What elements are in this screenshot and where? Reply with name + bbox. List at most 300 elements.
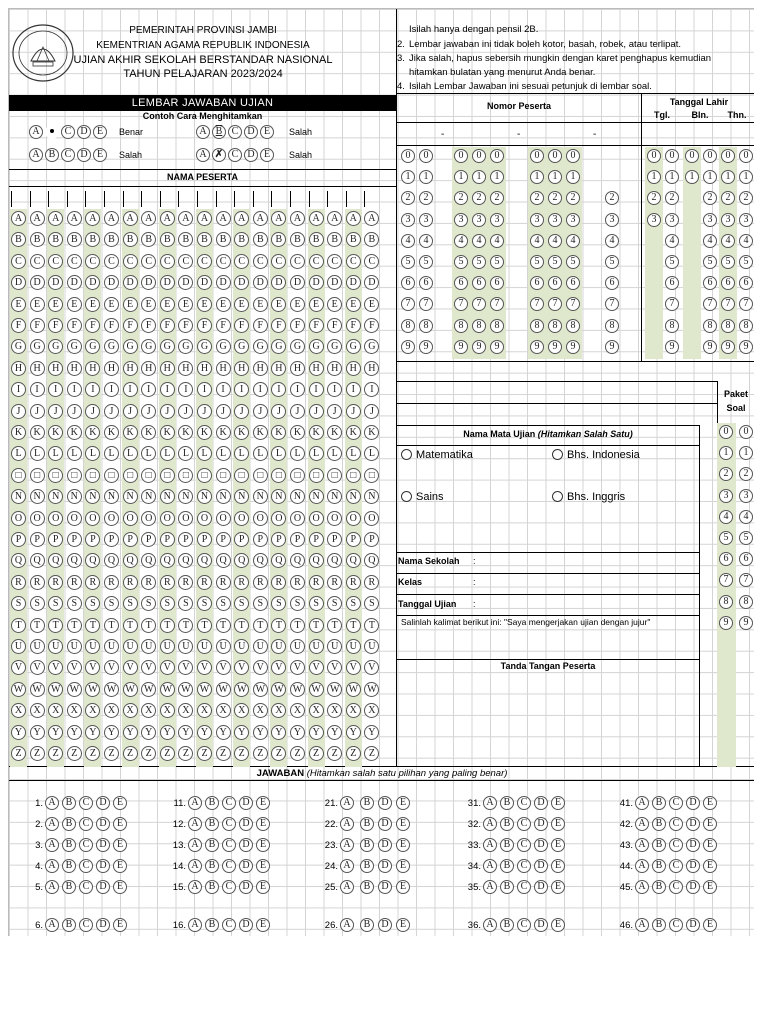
answer-32-A[interactable]: A (483, 817, 497, 831)
answer-13-A[interactable]: A (188, 838, 202, 852)
answer-4-C[interactable]: C (79, 859, 93, 873)
answer-45-D[interactable]: D (686, 880, 700, 894)
nomor-bubble-c8-0[interactable]: 0 (566, 149, 580, 163)
name-bubble-c18-T[interactable]: T (327, 618, 342, 633)
name-bubble-c5-J[interactable]: J (85, 404, 100, 419)
example-salah1-bubble-D[interactable]: D (77, 148, 91, 162)
tgl-bubble-c2-6[interactable]: 6 (665, 276, 679, 290)
name-bubble-c5-V[interactable]: V (85, 660, 100, 675)
name-bubble-c15-H[interactable]: H (271, 361, 286, 376)
name-bubble-c20-D[interactable]: D (364, 275, 379, 290)
tgl-bubble-c4-9[interactable]: 9 (703, 340, 717, 354)
name-bubble-c9-L[interactable]: L (160, 446, 175, 461)
answer-43-D[interactable]: D (686, 838, 700, 852)
name-bubble-c11-Z[interactable]: Z (197, 746, 212, 761)
paket-bubble-b-7[interactable]: 7 (739, 573, 753, 587)
name-bubble-c6-A[interactable]: A (104, 211, 119, 226)
answer-42-C[interactable]: C (669, 817, 683, 831)
name-bubble-c16-V[interactable]: V (290, 660, 305, 675)
paket-bubble-b-6[interactable]: 6 (739, 552, 753, 566)
paket-bubble-a-5[interactable]: 5 (719, 531, 733, 545)
name-bubble-c8-Z[interactable]: Z (141, 746, 156, 761)
name-bubble-c15-N[interactable]: N (271, 489, 286, 504)
subject-radio-matematika[interactable] (401, 449, 412, 460)
name-bubble-c12-N[interactable]: N (216, 489, 231, 504)
nomor-bubble-c3-1[interactable]: 1 (454, 170, 468, 184)
name-bubble-c16-J[interactable]: J (290, 404, 305, 419)
answer-12-B[interactable]: B (205, 817, 219, 831)
name-bubble-c14-Y[interactable]: Y (253, 725, 268, 740)
name-bubble-c2-F[interactable]: F (30, 318, 45, 333)
name-bubble-c6-F[interactable]: F (104, 318, 119, 333)
paket-bubble-b-8[interactable]: 8 (739, 595, 753, 609)
name-bubble-c15-L[interactable]: L (271, 446, 286, 461)
tgl-bubble-c4-4[interactable]: 4 (703, 234, 717, 248)
tgl-bubble-c5-1[interactable]: 1 (721, 170, 735, 184)
name-bubble-c20-R[interactable]: R (364, 575, 379, 590)
nomor-bubble-c7-7[interactable]: 7 (548, 297, 562, 311)
name-bubble-c20-N[interactable]: N (364, 489, 379, 504)
name-bubble-c10-H[interactable]: H (178, 361, 193, 376)
name-bubble-c1-C[interactable]: C (11, 254, 26, 269)
name-bubble-c2-G[interactable]: G (30, 339, 45, 354)
answer-3-A[interactable]: A (45, 838, 59, 852)
nomor-bubble-c2-6[interactable]: 6 (419, 276, 433, 290)
name-bubble-c16-R[interactable]: R (290, 575, 305, 590)
nomor-bubble-c7-1[interactable]: 1 (548, 170, 562, 184)
tgl-bubble-c2-1[interactable]: 1 (665, 170, 679, 184)
name-bubble-c2-V[interactable]: V (30, 660, 45, 675)
name-bubble-c18-C[interactable]: C (327, 254, 342, 269)
name-bubble-c18-K[interactable]: K (327, 425, 342, 440)
answer-16-E[interactable]: E (256, 918, 270, 932)
answer-13-C[interactable]: C (222, 838, 236, 852)
name-bubble-c7-G[interactable]: G (123, 339, 138, 354)
name-bubble-c10-Q[interactable]: Q (178, 553, 193, 568)
name-bubble-c4-□[interactable]: □ (67, 468, 82, 483)
answer-6-C[interactable]: C (79, 918, 93, 932)
paket-bubble-b-3[interactable]: 3 (739, 489, 753, 503)
answer-36-E[interactable]: E (551, 918, 565, 932)
name-bubble-c7-W[interactable]: W (123, 682, 138, 697)
name-bubble-c19-O[interactable]: O (346, 511, 361, 526)
name-bubble-c2-T[interactable]: T (30, 618, 45, 633)
nomor-bubble-c1-4[interactable]: 4 (401, 234, 415, 248)
name-bubble-c13-H[interactable]: H (234, 361, 249, 376)
name-bubble-c18-A[interactable]: A (327, 211, 342, 226)
tgl-bubble-c3-0[interactable]: 0 (685, 149, 699, 163)
nomor-bubble-c9-2[interactable]: 2 (605, 191, 619, 205)
name-bubble-c3-Z[interactable]: Z (48, 746, 63, 761)
name-bubble-c8-I[interactable]: I (141, 382, 156, 397)
name-bubble-c1-F[interactable]: F (11, 318, 26, 333)
name-bubble-c13-□[interactable]: □ (234, 468, 249, 483)
name-bubble-c11-F[interactable]: F (197, 318, 212, 333)
nomor-bubble-c2-8[interactable]: 8 (419, 319, 433, 333)
tgl-bubble-c2-9[interactable]: 9 (665, 340, 679, 354)
nomor-bubble-c8-6[interactable]: 6 (566, 276, 580, 290)
name-bubble-c19-N[interactable]: N (346, 489, 361, 504)
name-bubble-c3-G[interactable]: G (48, 339, 63, 354)
answer-41-D[interactable]: D (686, 796, 700, 810)
name-bubble-c20-Z[interactable]: Z (364, 746, 379, 761)
name-bubble-c1-Q[interactable]: Q (11, 553, 26, 568)
answer-42-D[interactable]: D (686, 817, 700, 831)
name-bubble-c17-Q[interactable]: Q (309, 553, 324, 568)
answer-46-C[interactable]: C (669, 918, 683, 932)
nomor-bubble-c3-0[interactable]: 0 (454, 149, 468, 163)
name-bubble-c4-Q[interactable]: Q (67, 553, 82, 568)
name-bubble-c9-Y[interactable]: Y (160, 725, 175, 740)
name-bubble-c4-E[interactable]: E (67, 297, 82, 312)
nomor-bubble-c1-0[interactable]: 0 (401, 149, 415, 163)
nomor-bubble-c7-6[interactable]: 6 (548, 276, 562, 290)
name-bubble-c7-S[interactable]: S (123, 596, 138, 611)
name-bubble-c1-L[interactable]: L (11, 446, 26, 461)
answer-13-E[interactable]: E (256, 838, 270, 852)
name-bubble-c14-I[interactable]: I (253, 382, 268, 397)
name-bubble-c14-D[interactable]: D (253, 275, 268, 290)
answer-26-A[interactable]: A (340, 918, 354, 932)
answer-1-B[interactable]: B (62, 796, 76, 810)
name-bubble-c13-K[interactable]: K (234, 425, 249, 440)
name-bubble-c19-D[interactable]: D (346, 275, 361, 290)
paket-bubble-a-2[interactable]: 2 (719, 467, 733, 481)
nomor-bubble-c3-5[interactable]: 5 (454, 255, 468, 269)
name-bubble-c6-Y[interactable]: Y (104, 725, 119, 740)
name-bubble-c20-J[interactable]: J (364, 404, 379, 419)
name-bubble-c10-P[interactable]: P (178, 532, 193, 547)
name-bubble-c10-G[interactable]: G (178, 339, 193, 354)
nomor-bubble-c1-7[interactable]: 7 (401, 297, 415, 311)
name-bubble-c7-J[interactable]: J (123, 404, 138, 419)
name-bubble-c8-K[interactable]: K (141, 425, 156, 440)
name-bubble-c16-C[interactable]: C (290, 254, 305, 269)
name-bubble-c12-I[interactable]: I (216, 382, 231, 397)
answer-3-E[interactable]: E (113, 838, 127, 852)
name-bubble-c9-U[interactable]: U (160, 639, 175, 654)
name-bubble-c14-H[interactable]: H (253, 361, 268, 376)
name-bubble-c3-□[interactable]: □ (48, 468, 63, 483)
name-bubble-c7-K[interactable]: K (123, 425, 138, 440)
answer-6-D[interactable]: D (96, 918, 110, 932)
name-bubble-c1-T[interactable]: T (11, 618, 26, 633)
name-bubble-c15-P[interactable]: P (271, 532, 286, 547)
name-bubble-c17-D[interactable]: D (309, 275, 324, 290)
name-bubble-c6-T[interactable]: T (104, 618, 119, 633)
name-bubble-c13-V[interactable]: V (234, 660, 249, 675)
name-bubble-c19-B[interactable]: B (346, 232, 361, 247)
tgl-bubble-c6-2[interactable]: 2 (739, 191, 753, 205)
name-bubble-c19-J[interactable]: J (346, 404, 361, 419)
name-bubble-c7-H[interactable]: H (123, 361, 138, 376)
answer-33-B[interactable]: B (500, 838, 514, 852)
name-bubble-c6-O[interactable]: O (104, 511, 119, 526)
name-bubble-c5-Z[interactable]: Z (85, 746, 100, 761)
name-bubble-c3-D[interactable]: D (48, 275, 63, 290)
name-bubble-c10-E[interactable]: E (178, 297, 193, 312)
name-bubble-c3-U[interactable]: U (48, 639, 63, 654)
name-bubble-c16-X[interactable]: X (290, 703, 305, 718)
answer-41-A[interactable]: A (635, 796, 649, 810)
name-bubble-c4-D[interactable]: D (67, 275, 82, 290)
name-bubble-c6-C[interactable]: C (104, 254, 119, 269)
answer-16-B[interactable]: B (205, 918, 219, 932)
nomor-bubble-c2-3[interactable]: 3 (419, 213, 433, 227)
name-bubble-c13-B[interactable]: B (234, 232, 249, 247)
name-bubble-c9-Q[interactable]: Q (160, 553, 175, 568)
name-bubble-c16-O[interactable]: O (290, 511, 305, 526)
name-bubble-c14-W[interactable]: W (253, 682, 268, 697)
name-bubble-c9-W[interactable]: W (160, 682, 175, 697)
name-bubble-c13-R[interactable]: R (234, 575, 249, 590)
name-bubble-c9-A[interactable]: A (160, 211, 175, 226)
answer-14-C[interactable]: C (222, 859, 236, 873)
name-bubble-c19-I[interactable]: I (346, 382, 361, 397)
name-bubble-c7-B[interactable]: B (123, 232, 138, 247)
nomor-bubble-c3-4[interactable]: 4 (454, 234, 468, 248)
nomor-bubble-c8-5[interactable]: 5 (566, 255, 580, 269)
name-bubble-c3-J[interactable]: J (48, 404, 63, 419)
name-bubble-c13-A[interactable]: A (234, 211, 249, 226)
name-bubble-c2-R[interactable]: R (30, 575, 45, 590)
name-bubble-c5-D[interactable]: D (85, 275, 100, 290)
tgl-bubble-c6-5[interactable]: 5 (739, 255, 753, 269)
paket-bubble-b-5[interactable]: 5 (739, 531, 753, 545)
answer-43-A[interactable]: A (635, 838, 649, 852)
name-bubble-c12-D[interactable]: D (216, 275, 231, 290)
name-bubble-c7-P[interactable]: P (123, 532, 138, 547)
name-bubble-c16-H[interactable]: H (290, 361, 305, 376)
tgl-bubble-c2-0[interactable]: 0 (665, 149, 679, 163)
name-bubble-c19-□[interactable]: □ (346, 468, 361, 483)
tgl-bubble-c5-7[interactable]: 7 (721, 297, 735, 311)
name-bubble-c5-E[interactable]: E (85, 297, 100, 312)
name-bubble-c9-B[interactable]: B (160, 232, 175, 247)
example-salah3-bubble-E[interactable]: E (260, 148, 274, 162)
name-bubble-c18-H[interactable]: H (327, 361, 342, 376)
name-bubble-c8-W[interactable]: W (141, 682, 156, 697)
answer-15-B[interactable]: B (205, 880, 219, 894)
answer-33-A[interactable]: A (483, 838, 497, 852)
paket-bubble-b-4[interactable]: 4 (739, 510, 753, 524)
answer-25-D[interactable]: D (378, 880, 392, 894)
name-bubble-c12-L[interactable]: L (216, 446, 231, 461)
name-bubble-c17-U[interactable]: U (309, 639, 324, 654)
nomor-bubble-c6-5[interactable]: 5 (530, 255, 544, 269)
name-bubble-c7-U[interactable]: U (123, 639, 138, 654)
name-bubble-c16-Z[interactable]: Z (290, 746, 305, 761)
name-bubble-c5-I[interactable]: I (85, 382, 100, 397)
name-bubble-c7-R[interactable]: R (123, 575, 138, 590)
name-bubble-c6-R[interactable]: R (104, 575, 119, 590)
name-bubble-c16-□[interactable]: □ (290, 468, 305, 483)
name-bubble-c1-R[interactable]: R (11, 575, 26, 590)
answer-46-D[interactable]: D (686, 918, 700, 932)
name-bubble-c12-R[interactable]: R (216, 575, 231, 590)
answer-31-A[interactable]: A (483, 796, 497, 810)
example-salah1-bubble-B[interactable]: B (45, 148, 59, 162)
name-bubble-c4-J[interactable]: J (67, 404, 82, 419)
nomor-bubble-c8-1[interactable]: 1 (566, 170, 580, 184)
name-bubble-c17-A[interactable]: A (309, 211, 324, 226)
name-bubble-c11-S[interactable]: S (197, 596, 212, 611)
name-bubble-c15-T[interactable]: T (271, 618, 286, 633)
name-bubble-c10-D[interactable]: D (178, 275, 193, 290)
name-bubble-c18-V[interactable]: V (327, 660, 342, 675)
name-bubble-c15-J[interactable]: J (271, 404, 286, 419)
name-bubble-c15-Y[interactable]: Y (271, 725, 286, 740)
answer-45-B[interactable]: B (652, 880, 666, 894)
name-bubble-c2-I[interactable]: I (30, 382, 45, 397)
answer-11-A[interactable]: A (188, 796, 202, 810)
answer-34-A[interactable]: A (483, 859, 497, 873)
paket-bubble-b-2[interactable]: 2 (739, 467, 753, 481)
nomor-bubble-c4-1[interactable]: 1 (472, 170, 486, 184)
name-bubble-c2-P[interactable]: P (30, 532, 45, 547)
name-bubble-c7-E[interactable]: E (123, 297, 138, 312)
name-bubble-c8-P[interactable]: P (141, 532, 156, 547)
nomor-bubble-c5-1[interactable]: 1 (490, 170, 504, 184)
name-bubble-c1-N[interactable]: N (11, 489, 26, 504)
name-bubble-c13-T[interactable]: T (234, 618, 249, 633)
tgl-bubble-c2-8[interactable]: 8 (665, 319, 679, 333)
name-bubble-c2-C[interactable]: C (30, 254, 45, 269)
name-bubble-c18-R[interactable]: R (327, 575, 342, 590)
paket-bubble-b-0[interactable]: 0 (739, 425, 753, 439)
nomor-bubble-c5-7[interactable]: 7 (490, 297, 504, 311)
name-bubble-c19-E[interactable]: E (346, 297, 361, 312)
answer-33-C[interactable]: C (517, 838, 531, 852)
name-bubble-c1-I[interactable]: I (11, 382, 26, 397)
answer-21-E[interactable]: E (396, 796, 410, 810)
name-bubble-c2-Q[interactable]: Q (30, 553, 45, 568)
name-bubble-c13-G[interactable]: G (234, 339, 249, 354)
name-bubble-c4-U[interactable]: U (67, 639, 82, 654)
name-bubble-c15-B[interactable]: B (271, 232, 286, 247)
name-bubble-c20-K[interactable]: K (364, 425, 379, 440)
name-bubble-c9-H[interactable]: H (160, 361, 175, 376)
example-benar-bubble-B[interactable] (45, 125, 59, 139)
answer-14-D[interactable]: D (239, 859, 253, 873)
name-bubble-c18-Q[interactable]: Q (327, 553, 342, 568)
answer-41-B[interactable]: B (652, 796, 666, 810)
nomor-bubble-c9-4[interactable]: 4 (605, 234, 619, 248)
name-bubble-c5-O[interactable]: O (85, 511, 100, 526)
name-bubble-c15-X[interactable]: X (271, 703, 286, 718)
name-bubble-c6-X[interactable]: X (104, 703, 119, 718)
name-bubble-c15-R[interactable]: R (271, 575, 286, 590)
name-bubble-c12-C[interactable]: C (216, 254, 231, 269)
name-bubble-c13-W[interactable]: W (234, 682, 249, 697)
nomor-bubble-c8-9[interactable]: 9 (566, 340, 580, 354)
answer-35-B[interactable]: B (500, 880, 514, 894)
name-bubble-c8-D[interactable]: D (141, 275, 156, 290)
name-bubble-c2-□[interactable]: □ (30, 468, 45, 483)
name-bubble-c11-G[interactable]: G (197, 339, 212, 354)
tgl-bubble-c3-1[interactable]: 1 (685, 170, 699, 184)
name-bubble-c8-U[interactable]: U (141, 639, 156, 654)
name-bubble-c20-P[interactable]: P (364, 532, 379, 547)
name-bubble-c10-T[interactable]: T (178, 618, 193, 633)
name-bubble-c17-T[interactable]: T (309, 618, 324, 633)
answer-16-C[interactable]: C (222, 918, 236, 932)
nomor-bubble-c4-4[interactable]: 4 (472, 234, 486, 248)
name-bubble-c10-L[interactable]: L (178, 446, 193, 461)
answer-23-D[interactable]: D (378, 838, 392, 852)
example-salah3-bubble-D[interactable]: D (244, 148, 258, 162)
answer-15-E[interactable]: E (256, 880, 270, 894)
name-bubble-c3-V[interactable]: V (48, 660, 63, 675)
name-bubble-c11-C[interactable]: C (197, 254, 212, 269)
answer-15-C[interactable]: C (222, 880, 236, 894)
subject-radio-bhs-inggris[interactable] (552, 491, 563, 502)
name-bubble-c20-V[interactable]: V (364, 660, 379, 675)
answer-1-C[interactable]: C (79, 796, 93, 810)
answer-36-B[interactable]: B (500, 918, 514, 932)
name-bubble-c3-C[interactable]: C (48, 254, 63, 269)
nomor-bubble-c8-8[interactable]: 8 (566, 319, 580, 333)
name-bubble-c14-Z[interactable]: Z (253, 746, 268, 761)
nomor-bubble-c3-7[interactable]: 7 (454, 297, 468, 311)
paket-bubble-a-8[interactable]: 8 (719, 595, 733, 609)
name-bubble-c5-T[interactable]: T (85, 618, 100, 633)
tgl-bubble-c6-9[interactable]: 9 (739, 340, 753, 354)
name-bubble-c14-X[interactable]: X (253, 703, 268, 718)
answer-21-D[interactable]: D (378, 796, 392, 810)
nomor-bubble-c9-8[interactable]: 8 (605, 319, 619, 333)
name-bubble-c1-E[interactable]: E (11, 297, 26, 312)
name-bubble-c1-G[interactable]: G (11, 339, 26, 354)
nomor-bubble-c1-8[interactable]: 8 (401, 319, 415, 333)
name-bubble-c5-G[interactable]: G (85, 339, 100, 354)
name-bubble-c18-N[interactable]: N (327, 489, 342, 504)
answer-46-B[interactable]: B (652, 918, 666, 932)
name-bubble-c14-C[interactable]: C (253, 254, 268, 269)
nomor-bubble-c6-6[interactable]: 6 (530, 276, 544, 290)
name-bubble-c1-X[interactable]: X (11, 703, 26, 718)
name-bubble-c8-□[interactable]: □ (141, 468, 156, 483)
name-bubble-c17-G[interactable]: G (309, 339, 324, 354)
name-bubble-c11-K[interactable]: K (197, 425, 212, 440)
answer-15-D[interactable]: D (239, 880, 253, 894)
name-bubble-c17-Y[interactable]: Y (309, 725, 324, 740)
name-bubble-c5-U[interactable]: U (85, 639, 100, 654)
nomor-bubble-c2-1[interactable]: 1 (419, 170, 433, 184)
name-bubble-c4-H[interactable]: H (67, 361, 82, 376)
tgl-bubble-c6-1[interactable]: 1 (739, 170, 753, 184)
nomor-bubble-c4-7[interactable]: 7 (472, 297, 486, 311)
answer-25-B[interactable]: B (360, 880, 374, 894)
name-bubble-c18-I[interactable]: I (327, 382, 342, 397)
answer-11-E[interactable]: E (256, 796, 270, 810)
name-bubble-c20-S[interactable]: S (364, 596, 379, 611)
name-bubble-c3-N[interactable]: N (48, 489, 63, 504)
name-bubble-c10-Z[interactable]: Z (178, 746, 193, 761)
name-bubble-c16-N[interactable]: N (290, 489, 305, 504)
answer-5-A[interactable]: A (45, 880, 59, 894)
answer-42-B[interactable]: B (652, 817, 666, 831)
name-bubble-c13-I[interactable]: I (234, 382, 249, 397)
answer-32-E[interactable]: E (551, 817, 565, 831)
name-bubble-c16-Q[interactable]: Q (290, 553, 305, 568)
name-bubble-c5-□[interactable]: □ (85, 468, 100, 483)
name-bubble-c20-A[interactable]: A (364, 211, 379, 226)
example-benar-bubble-D[interactable]: D (77, 125, 91, 139)
name-bubble-c12-U[interactable]: U (216, 639, 231, 654)
answer-34-E[interactable]: E (551, 859, 565, 873)
tgl-bubble-c4-8[interactable]: 8 (703, 319, 717, 333)
